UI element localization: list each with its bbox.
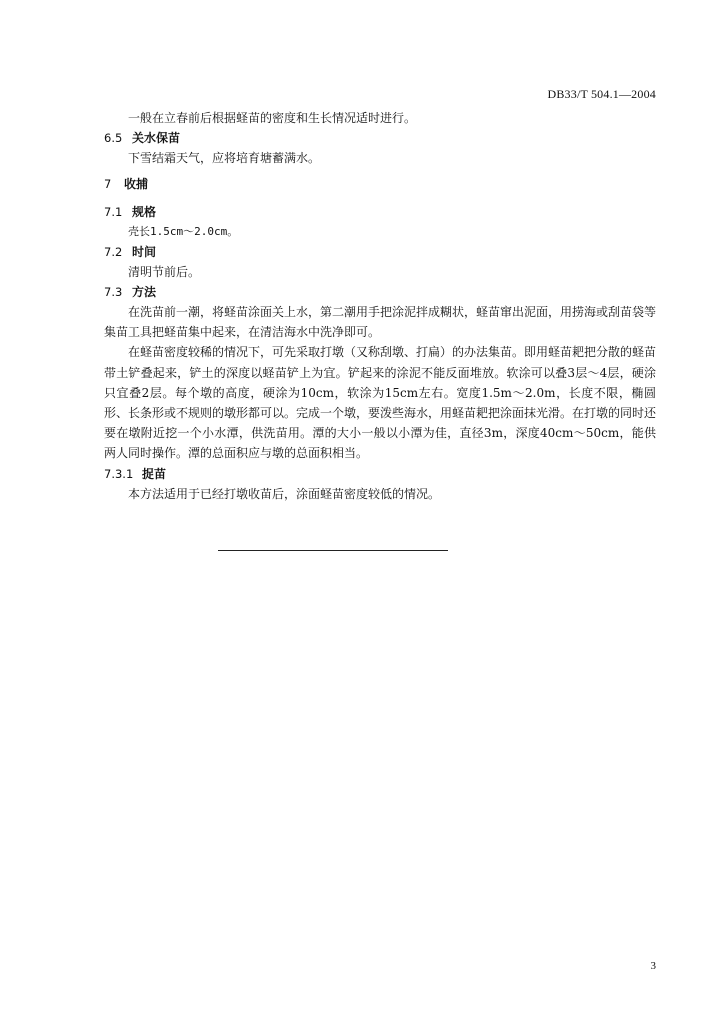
section-title: 时间 <box>132 245 157 259</box>
carry-over-paragraph: 一般在立春前后根据蛏苗的密度和生长情况适时进行。 <box>128 111 417 125</box>
section-7-1-heading <box>104 202 656 222</box>
section-number: 7.1 <box>104 205 123 219</box>
page-number: 3 <box>650 960 656 972</box>
section-number: 7.3 <box>104 285 123 299</box>
section-number: 7.3.1 <box>104 466 134 481</box>
spacer <box>104 194 656 202</box>
section-number: 7.2 <box>104 245 123 259</box>
section-title: 收捕 <box>124 177 149 191</box>
end-of-text-rule <box>218 550 448 551</box>
section-7-2-text: 清明节前后。 <box>128 265 201 279</box>
section-title: 规格 <box>132 205 157 219</box>
section-7-1-text: 壳长1.5cm～2.0cm。 <box>128 225 239 238</box>
section-7-heading <box>104 174 656 194</box>
section-7-3-1-text: 本方法适用于已经打墩收苗后，涂面蛏苗密度较低的情况。 <box>128 486 441 501</box>
section-6-5-heading <box>104 128 656 148</box>
section-7-3-1-heading <box>104 464 656 484</box>
section-6-5-text: 下雪结霜天气，应将培育塘蓄满水。 <box>128 151 321 165</box>
section-number: 6.5 <box>104 131 123 145</box>
section-7-2-heading <box>104 242 656 262</box>
section-7-3-paragraph-1: 在洗苗前一潮，将蛏苗涂面关上水，第二潮用手把涂泥拌成糊状，蛏苗窜出泥面，用捞海或刮苗袋等集苗工具把蛏苗集中起来，在清洁海水中洗净即可。 <box>104 305 657 340</box>
section-title: 方法 <box>132 285 157 299</box>
section-7-3-heading <box>104 282 656 302</box>
section-7-3-paragraph-2: 在蛏苗密度较稀的情况下，可先采取打墩（又称刮墩、打扁）的办法集苗。即用蛏苗耙把分散的蛏苗带土铲叠起来，铲土的深度以蛏苗铲上为宜。铲起来的涂泥不能反面堆放。软涂可以叠3层～4层，硬涂只宜叠2层。每个墩的高度，硬涂为10cm，软涂为15cm左右。宽度1.5m～2.0m，长度不限，椭圆形、长条形或不规则的墩形都可以。完成一个墩，要泼些海水，用蛏苗耙把涂面抹光滑。在打墩的同时还要在墩附近挖一个小水潭，供洗苗用。潭的大小一般以小潭为佳，直径3m，深度40cm～50cm，能供两人同时操作。潭的总面积应与墩的总面积相当。 <box>104 345 657 461</box>
standard-code: DB33/T 504.1—2004 <box>547 87 656 101</box>
document-body <box>104 108 656 504</box>
section-title: 关水保苗 <box>132 131 181 145</box>
section-number: 7 <box>104 177 112 191</box>
section-title: 捉苗 <box>142 466 167 481</box>
